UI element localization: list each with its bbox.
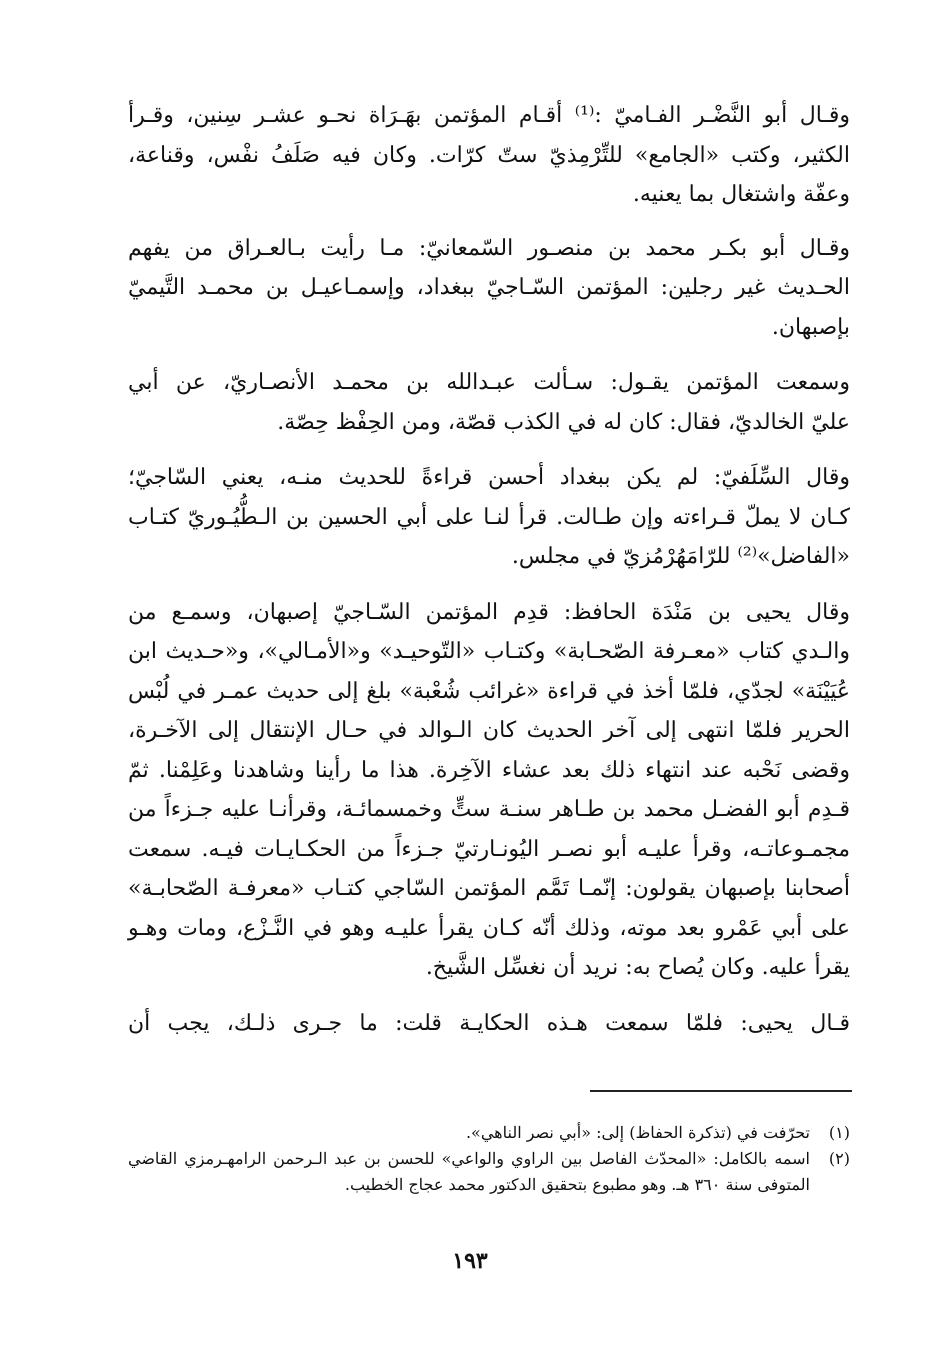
- page-number: ١٩٣: [452, 1248, 488, 1274]
- text-line: عُيَيْنَة» لجدّي، فلمّا أخذ في قراءة «غرائب شُعْبة» بلغ إلى حديث عمـر في لُبْس: [128, 678, 850, 704]
- footnote-text: تحرّفت في (تذكرة الحفاظ) إلى: «أبي نصر الناهي».: [465, 1123, 810, 1142]
- text-line: قـال يحيى: فلمّا سمعت هـذه الحكايـة قلت: ما جـرى ذلـك، يجب أن: [128, 1010, 850, 1036]
- text-line: الحرير فلمّا انتهى إلى آخر الحديث كان الـوالد في حـال الإنتقال إلى الآخـرة،: [128, 718, 850, 743]
- text-line: الحـديث غير رجلين: المؤتمن السّـاجيّ ببغداد، وإسمـاعيـل بن محمـد التَّيميّ: [128, 275, 850, 300]
- text-line: والـدي كتاب «معـرفة الصّحـابة» وكتـاب «التّوحيـد» و«الأمـالي»، و«حـديث ابن: [128, 639, 850, 664]
- text-line: عليّ الخالديّ، فقال: كان له في الكذب قصّة، ومن الحِفْظ حِصّة.: [277, 409, 850, 435]
- text-line: قـدِم أبو الفضـل محمد بن طـاهر سنـة ستٍّ وخمسمائـة، وقرأنـا عليه جـزءاً من: [128, 797, 850, 822]
- text-line: الكثير، وكتب «الجامع» للتِّرْمِذيّ ستّ كرّات. وكان فيه صَلَفُ نفْس، وقناعة،: [128, 142, 850, 168]
- text-line: وقضى نَحْبه عند انتهاء ذلك بعد عشاء الآخِرة. هذا ما رأينا وشاهدنا وعَلِمْنا. ثمّ: [128, 757, 850, 783]
- text-line: على أبي عَمْرو بعد موته، وذلك أنّه كـان يقرأ عليـه وهو في النَّـزْع، ومات وهـو: [128, 915, 850, 941]
- text-line: يقرأ عليه. وكان يُصاح به: نريد أن نغسِّل الشَّيخ.: [425, 955, 850, 980]
- footnotes: [128, 1120, 850, 1198]
- paragraph: [128, 458, 850, 577]
- paragraph: [128, 1004, 850, 1044]
- text-line: أصحابنا بإصبهان يقولون: إنّمـا تَمَّم المؤتمن السّاجي كتـاب «معرفـة الصّحابـة»: [128, 876, 850, 901]
- footnote-number: (٢): [828, 1149, 850, 1168]
- text-line: مجمـوعاتـه، وقرأ عليـه أبو نصـر اليُونـارتيّ جـزءاً من الحكـايـات فيـه. سمعت: [128, 836, 850, 862]
- paragraph: [128, 363, 850, 442]
- footnote-text: اسمه بالكامل: «المحدّث الفاصل بين الراوي والواعي» للحسن بن عبد الـرحمن الرامهـرمزي القاضي المتوفى سنة ٣٦٠ هـ. وهو مطبوع بتحقيق الدكتور محمد عجاج الخطيب.: [128, 1149, 810, 1194]
- text-line: وقال السِّلَفيّ: لم يكن ببغداد أحسن قراءةً للحديث منـه، يعني السّاجيّ؛: [128, 465, 850, 490]
- paragraph: [128, 96, 850, 215]
- text-line: وسمعت المؤتمن يقـول: سـألت عبـدالله بن محمـد الأنصـاريّ، عن أبي: [128, 370, 850, 395]
- text-line: وقال يحيى بن مَنْدَة الحافظ: قدِم المؤتمن السّـاجيّ إصبهان، وسمـع من: [128, 599, 850, 625]
- text-line: كـان لا يملّ قـراءته وإن طـالت. قرأ لنـا على أبي الحسين بن الـطُّيُـوريّ كتـاب: [128, 504, 850, 530]
- text-line: وعفّة واشتغال بما يعنيه.: [632, 182, 850, 207]
- text-line: بإصبهان.: [771, 314, 850, 340]
- paragraph: [128, 229, 850, 348]
- footnote-number: (١): [828, 1123, 850, 1142]
- body-text: [128, 96, 850, 1059]
- text-line: وقـال أبو النَّضْـر الفـاميّ :⁽¹⁾ أقـام المؤتمن بهَـرَاة نحـو عشـر سِنين، وقـرأ: [128, 103, 850, 128]
- footnote-separator: [590, 1090, 852, 1092]
- footnote: [128, 1120, 850, 1146]
- text-line: وقـال أبو بكـر محمد بن منصـور السّمعانيّ: مـا رأيت بـالعـراق من يفهم: [128, 235, 850, 261]
- paragraph: [128, 593, 850, 988]
- footnote: [128, 1146, 850, 1198]
- text-line: «الفاضل»⁽²⁾ للرّامَهُرْمُزيّ في مجلس.: [511, 544, 850, 569]
